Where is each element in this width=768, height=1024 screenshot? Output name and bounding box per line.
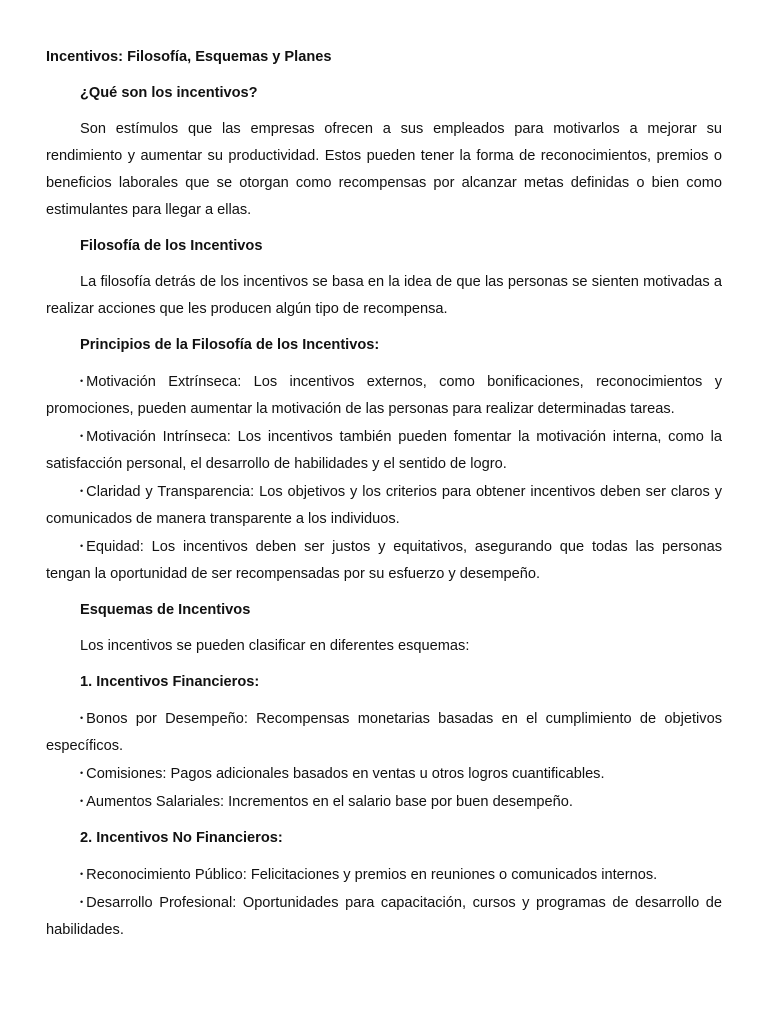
bullet-icon: • xyxy=(80,541,84,551)
financial-incentives-list xyxy=(46,705,722,816)
bullet-icon: • xyxy=(80,486,84,496)
list-item-text: Bonos por Desempeño: Recompensas monetarias basadas en el cumplimiento de objetivos específicos. xyxy=(46,711,722,754)
list-item xyxy=(46,861,722,889)
list-item-text: Motivación Extrínseca: Los incentivos externos, como bonificaciones, reconocimientos y promociones, pueden aumentar la motivación de las personas para realizar determinadas tareas. xyxy=(46,374,722,417)
section-heading: Filosofía de los Incentivos xyxy=(80,238,263,254)
bullet-icon: • xyxy=(80,376,84,386)
list-item xyxy=(46,368,722,423)
list-item-text: Aumentos Salariales: Incrementos en el salario base por buen desempeño. xyxy=(86,794,573,810)
list-item-text: Comisiones: Pagos adicionales basados en ventas u otros logros cuantificables. xyxy=(86,766,605,782)
bullet-icon: • xyxy=(80,431,84,441)
document-title: Incentivos: Filosofía, Esquemas y Planes xyxy=(46,49,332,65)
list-item xyxy=(46,705,722,760)
bullet-icon: • xyxy=(80,713,84,723)
list-item xyxy=(46,889,722,944)
list-item xyxy=(46,533,722,588)
section-paragraph: La filosofía detrás de los incentivos se basa en la idea de que las personas se sienten motivadas a realizar acciones que les producen algún tipo de recompensa. xyxy=(46,274,722,317)
bullet-icon: • xyxy=(80,768,84,778)
section-paragraph: Son estímulos que las empresas ofrecen a sus empleados para motivarlos a mejorar su rendimiento y aumentar su productividad. Estos pueden tener la forma de reconocimientos, premios o beneficios laborales que se otorgan como recompensas por alcanzar metas definidas o bien como estimulantes para llegar a ellas. xyxy=(46,121,722,218)
section-heading: ¿Qué son los incentivos? xyxy=(80,85,258,101)
principles-list xyxy=(46,368,722,588)
section-heading: 1. Incentivos Financieros: xyxy=(80,674,260,690)
bullet-icon: • xyxy=(80,897,84,907)
list-item-text: Desarrollo Profesional: Oportunidades para capacitación, cursos y programas de desarrollo de habilidades. xyxy=(46,895,722,938)
list-item xyxy=(46,788,722,816)
bullet-icon: • xyxy=(80,869,84,879)
list-item xyxy=(46,478,722,533)
list-item-text: Claridad y Transparencia: Los objetivos y los criterios para obtener incentivos deben ser claros y comunicados de manera transparente a los individuos. xyxy=(46,484,722,527)
section-heading: Principios de la Filosofía de los Incentivos: xyxy=(80,337,380,353)
section-heading: 2. Incentivos No Financieros: xyxy=(80,830,283,846)
list-item-text: Equidad: Los incentivos deben ser justos y equitativos, asegurando que todas las personas tengan la oportunidad de ser recompensadas por su esfuerzo y desempeño. xyxy=(46,539,722,582)
list-item-text: Reconocimiento Público: Felicitaciones y premios en reuniones o comunicados internos. xyxy=(86,867,658,883)
bullet-icon: • xyxy=(80,796,84,806)
section-heading: Esquemas de Incentivos xyxy=(80,602,251,618)
list-item-text: Motivación Intrínseca: Los incentivos también pueden fomentar la motivación interna, como la satisfacción personal, el desarrollo de habilidades y el sentido de logro. xyxy=(46,429,722,472)
list-item xyxy=(46,423,722,478)
non-financial-incentives-list xyxy=(46,861,722,944)
section-paragraph: Los incentivos se pueden clasificar en diferentes esquemas: xyxy=(80,638,470,654)
list-item xyxy=(46,760,722,788)
